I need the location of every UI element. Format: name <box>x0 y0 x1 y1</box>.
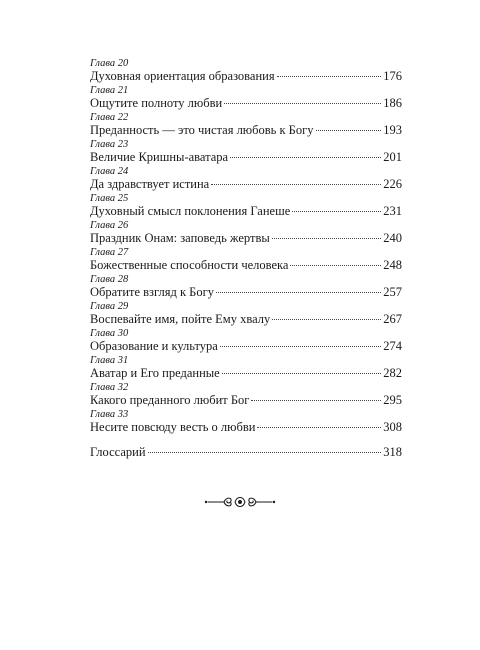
chapter-title: Да здравствует истина <box>90 177 210 191</box>
dot-leader <box>272 319 381 320</box>
chapter-title: Обратите взгляд к Богу <box>90 285 214 299</box>
dot-leader <box>251 400 381 401</box>
toc-entries <box>90 58 402 436</box>
toc-entry <box>90 382 402 409</box>
chapter-label: Глава 24 <box>90 166 129 177</box>
chapter-label: Глава 21 <box>90 85 129 96</box>
page-number: 176 <box>383 69 402 83</box>
dot-leader <box>277 76 382 77</box>
chapter-title: Духовная ориентация образования <box>90 69 275 83</box>
toc-row <box>90 393 402 408</box>
page-number: 186 <box>383 96 402 110</box>
chapter-label: Глава 32 <box>90 382 129 393</box>
chapter-label: Глава 29 <box>90 301 129 312</box>
dot-leader <box>316 130 382 131</box>
decorative-flourish-icon <box>0 492 480 512</box>
toc-entry <box>90 274 402 301</box>
page-number: 226 <box>383 177 402 191</box>
chapter-label: Глава 23 <box>90 139 129 150</box>
toc-entry <box>90 112 402 139</box>
toc-entry <box>90 301 402 328</box>
chapter-title: Ощутите полноту любви <box>90 96 223 110</box>
page-number: 257 <box>383 285 402 299</box>
page-number: 318 <box>383 445 402 459</box>
glossary-entry <box>90 445 402 460</box>
toc-row <box>90 123 402 138</box>
toc-entry <box>90 409 402 436</box>
chapter-title: Несите повсюду весть о любви <box>90 420 256 434</box>
toc-entry <box>90 85 402 112</box>
page-number: 193 <box>383 123 402 137</box>
page-number: 240 <box>383 231 402 245</box>
chapter-label: Глава 30 <box>90 328 129 339</box>
table-of-contents <box>90 58 402 460</box>
chapter-title: Величие Кришны-аватара <box>90 150 229 164</box>
page-number: 267 <box>383 312 402 326</box>
toc-entry <box>90 355 402 382</box>
chapter-label: Глава 27 <box>90 247 129 258</box>
toc-entry <box>90 247 402 274</box>
page-number: 308 <box>383 420 402 434</box>
chapter-title: Праздник Онам: заповедь жертвы <box>90 231 270 245</box>
dot-leader <box>272 238 381 239</box>
toc-row <box>90 69 402 84</box>
dot-leader <box>292 211 381 212</box>
glossary-title: Глоссарий <box>90 445 146 459</box>
chapter-label: Глава 31 <box>90 355 129 366</box>
toc-entry <box>90 139 402 166</box>
dot-leader <box>216 292 381 293</box>
dot-leader <box>220 346 381 347</box>
toc-entry <box>90 166 402 193</box>
toc-row <box>90 177 402 192</box>
chapter-title: Божественные способности человека <box>90 258 289 272</box>
toc-entry <box>90 220 402 247</box>
dot-leader <box>290 265 381 266</box>
toc-row <box>90 231 402 246</box>
toc-row <box>90 339 402 354</box>
chapter-label: Глава 22 <box>90 112 129 123</box>
toc-row <box>90 312 402 327</box>
page-number: 274 <box>383 339 402 353</box>
chapter-title: Воспевайте имя, пойте Ему хвалу <box>90 312 271 326</box>
page-number: 248 <box>383 258 402 272</box>
dot-leader <box>211 184 381 185</box>
toc-row <box>90 258 402 273</box>
chapter-label: Глава 25 <box>90 193 129 204</box>
dot-leader <box>148 452 382 453</box>
toc-entry <box>90 58 402 85</box>
chapter-label: Глава 20 <box>90 58 129 69</box>
chapter-label: Глава 33 <box>90 409 129 420</box>
toc-row <box>90 96 402 111</box>
toc-row <box>90 420 402 435</box>
page-number: 295 <box>383 393 402 407</box>
chapter-label: Глава 28 <box>90 274 129 285</box>
dot-leader <box>222 373 382 374</box>
toc-row <box>90 204 402 219</box>
chapter-title: Преданность — это чистая любовь к Богу <box>90 123 314 137</box>
chapter-title: Духовный смысл поклонения Ганеше <box>90 204 291 218</box>
page-number: 282 <box>383 366 402 380</box>
dot-leader <box>224 103 381 104</box>
page-number: 201 <box>383 150 402 164</box>
dot-leader <box>230 157 381 158</box>
chapter-title: Образование и культура <box>90 339 218 353</box>
chapter-title: Какого преданного любит Бог <box>90 393 250 407</box>
page-number: 231 <box>383 204 402 218</box>
toc-entry <box>90 328 402 355</box>
toc-row <box>90 285 402 300</box>
toc-entry <box>90 193 402 220</box>
chapter-title: Аватар и Его преданные <box>90 366 220 380</box>
toc-row <box>90 366 402 381</box>
toc-row <box>90 150 402 165</box>
chapter-label: Глава 26 <box>90 220 129 231</box>
dot-leader <box>257 427 381 428</box>
